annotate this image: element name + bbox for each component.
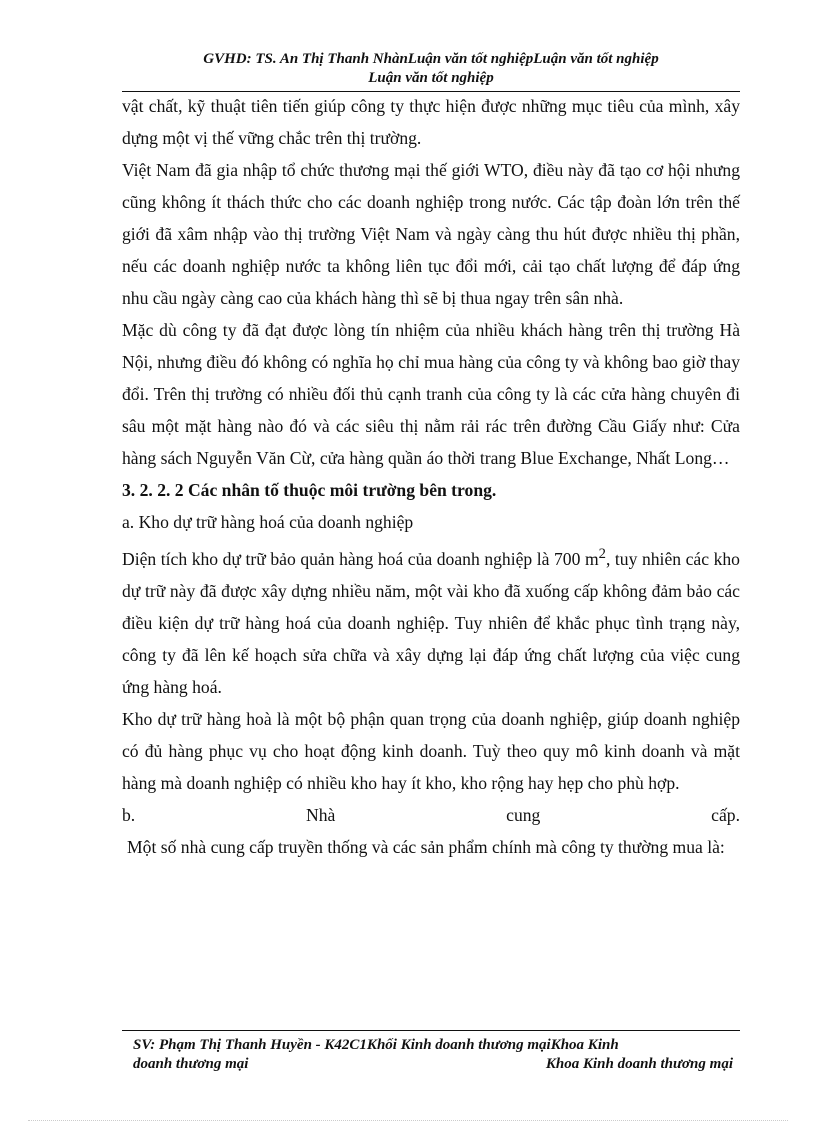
subsection-b-word-3: cung (506, 804, 541, 825)
page-edge-divider (28, 1120, 788, 1121)
subsection-b-title (122, 799, 740, 831)
paragraph-2: Việt Nam đã gia nhập tổ chức thương mại thế giới WTO, điều này đã tạo cơ hội nhưng cũng không ít thách thức cho các doanh nghiệp trong nước. Các tập đoàn lớn trên thế giới đã xâm nhập vào thị trường Việt Nam và ngày càng thu hút được nhiều thị phần, nếu các doanh nghiệp nước ta không liên tục đổi mới, cải tạo chất lượng để đáp ứng nhu cầu ngày càng cao của khách hàng thì sẽ bị thua ngay trên sân nhà. (122, 160, 740, 308)
paragraph-4-start: Diện tích kho dự trữ bảo quản hàng hoá của doanh nghiệp là 700 m (122, 548, 599, 569)
footer-line-2-right: Khoa Kinh doanh thương mại (545, 1056, 733, 1072)
paragraph-5: Kho dự trữ hàng hoà là một bộ phận quan trọng của doanh nghiệp, giúp doanh nghiệp có đủ hàng phục vụ cho hoạt động kinh doanh. Tuỳ theo quy mô kinh doanh và mặt hàng mà doanh nghiệp có nhiều kho hay ít kho, kho rộng hay hẹp cho phù hợp. (122, 708, 740, 793)
paragraph-3: Mặc dù công ty đã đạt được lòng tín nhiệm của nhiều khách hàng trên thị trường Hà Nội, nhưng điều đó không có nghĩa họ chỉ mua hàng của công ty và không bao giờ thay đổi. Trên thị trường có nhiều đối thủ cạnh tranh của công ty là các cửa hàng chuyên đi sâu một mặt hàng nào đó và các siêu thị nằm rải rác trên đường Cầu Giấy như: Cửa hàng sách Nguyễn Văn Cừ, cửa hàng quần áo thời trang Blue Exchange, Nhất Long… (122, 320, 740, 468)
section-heading: 3. 2. 2. 2 Các nhân tố thuộc môi trường bên trong. (122, 480, 497, 500)
subsection-b-word-4: cấp. (711, 804, 740, 825)
footer-rule (122, 1030, 740, 1031)
subsection-b-word-2: Nhà (306, 804, 336, 825)
footer-line-2-left: doanh thương mại (133, 1056, 249, 1072)
header-line-1: GVHD: TS. An Thị Thanh NhànLuận văn tốt nghiệpLuận văn tốt nghiệp (203, 51, 659, 67)
paragraph-6: Một số nhà cung cấp truyền thống và các sản phẩm chính mà công ty thường mua là: (127, 836, 725, 857)
page-header (122, 50, 740, 88)
page-footer (133, 1036, 733, 1074)
subsection-a-title: a. Kho dự trữ hàng hoá của doanh nghiệp (122, 512, 414, 532)
footer-line-1: SV: Phạm Thị Thanh Huyền - K42C1Khối Kinh doanh thương mạiKhoa Kinh (133, 1037, 619, 1053)
paragraph-4 (122, 538, 740, 703)
paragraph-4-rest: , tuy nhiên các kho dự trữ này đã được xây dựng nhiều năm, một vài kho đã xuống cấp không đảm bảo các điều kiện dự trữ hàng hoá của doanh nghiệp. Tuy nhiên để khắc phục tình trạng này, công ty đã lên kế hoạch sửa chữa và xây dựng lại đáp ứng chất lượng của việc cung ứng hàng hoá. (122, 548, 740, 697)
body-text (122, 90, 740, 863)
header-line-2: Luận văn tốt nghiệp (368, 70, 494, 86)
paragraph-1: vật chất, kỹ thuật tiên tiến giúp công ty thực hiện được những mục tiêu của mình, xây dựng một vị thế vững chắc trên thị trường. (122, 96, 740, 148)
subsection-b-word-1: b. (122, 804, 136, 825)
superscript-2: 2 (598, 546, 606, 562)
footer-line-2 (133, 1055, 733, 1074)
